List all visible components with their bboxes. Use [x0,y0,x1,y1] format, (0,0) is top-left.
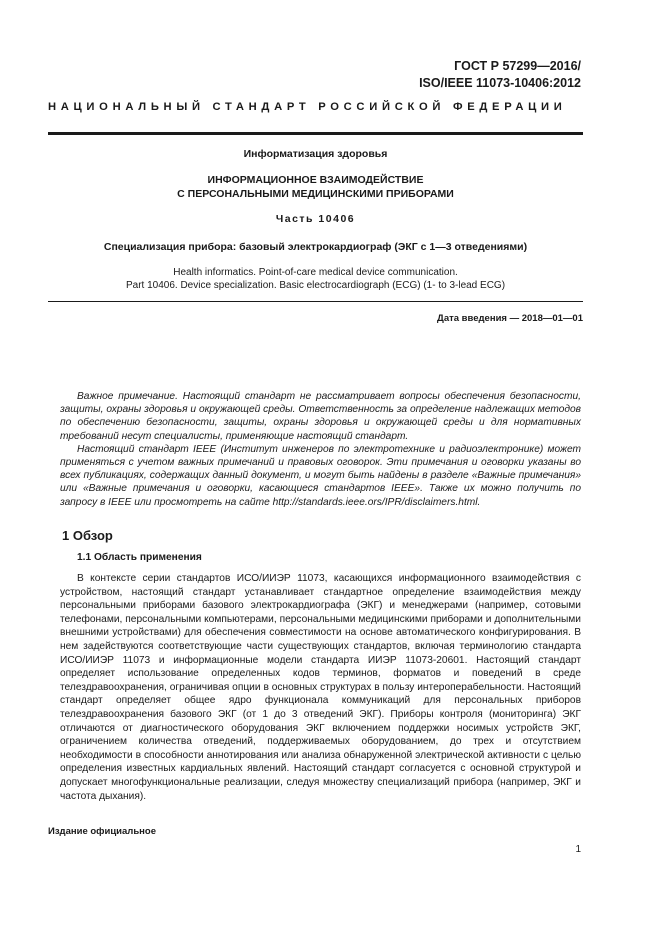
note-paragraph-2: Настоящий стандарт IEEE (Институт инженеров по электротехнике и радиоэлектронике) может применяться с учетом важных примечаний и правовых оговорок. Эти примечания и оговорки указаны во всех публикациях, содержащих данный документ, и могут быть найдены в разделе «Важные примечания» или «Важные примечания и оговорки, касающиеся стандартов IEEE». Также их можно получить по запросу в IEEE или просмотреть на сайте http://standards.ieee.ors/IPR/disclaimers.html. [60,443,581,508]
topic-title: Информатизация здоровья [243,148,388,160]
subsection-heading: 1.1 Область применения [77,552,202,563]
important-note [60,390,581,509]
page-number: 1 [575,844,581,855]
title-divider [48,301,583,302]
body-paragraph: В контексте серии стандартов ИСО/ИИЭР 11073, касающихся информационного взаимодействия с устройством, настоящий стандарт устанавливает стандартное определение взаимодействия между персональными приборами базового электрокардиографа (ЭКГ) и менеджерами (например, сотовыми телефонами, персональными компьютерами, персональными медицинскими приборами и дополнительными внешними устройствами) для обеспечения совместимости на основе автоматического конфигурирования. В нем задействуются соответствующие части существующих стандартов, включая терминологию стандарта ИСО/ИИЭР 11073 и информационные модели стандарта ИИЭР 11073-20601. Настоящий стандарт определяет использование определенных кодов терминов, форматов и поведений в среде телездравоохранения, ограничивая опции в основных структурах в пользу интероперабельности. Настоящий стандарт определяет общее ядро функционала коммуникаций для персональных приборов телездравоохранения базового ЭКГ (от 1 до 3 отведений ЭКГ). Приборы контроля (мониторинга) ЭКГ отличаются от диагностического оборудования ЭКГ включением поддержки носимых устройств ЭКГ, ограничением количества отведений, поддерживаемых оборудованием, до трех и отсутствием необходимости в способности аннотирования или анализа обнаруженной электрической активности с целью определения известных кардиальных явлений. Настоящий стандарт согласуется с основной структурой и допускает многофункциональные реализации, следуя множеству специализаций прибора (например, ЭКГ и частота дыхания). [60,573,581,802]
english-title-line1: Health informatics. Point-of-care medical device communication. [173,267,458,278]
document-title-line2: С ПЕРСОНАЛЬНЫМИ МЕДИЦИНСКИМИ ПРИБОРАМИ [177,188,454,200]
document-title [48,173,583,201]
english-title-line2: Part 10406. Device specialization. Basic electrocardiograph (ECG) (1- to 3-lead ECG) [125,280,506,291]
standard-code-line2: ISO/IEEE 11073-10406:2012 [419,76,581,90]
header-divider [48,132,583,135]
standard-code [419,58,581,92]
standard-code-line1: ГОСТ Р 57299—2016/ [454,59,581,73]
note-paragraph-1: Важное примечание. Настоящий стандарт не рассматривает вопросы обеспечения безопасности, защиты, охраны здоровья и окружающей среды. Ответственность за определение надлежащих методов по обеспечению безопасности, защиты, охраны здоровья и окружающей среды и для нормативных требований несут специалисты, применяющие настоящий стандарт. [60,391,581,442]
english-title [48,266,583,292]
national-standard-heading: НАЦИОНАЛЬНЫЙ СТАНДАРТ РОССИЙСКОЙ ФЕДЕРАЦИИ [48,101,567,113]
document-subtitle: Специализация прибора: базовый электрокардиограф (ЭКГ с 1—3 отведениями) [103,241,528,253]
section-heading: 1 Обзор [62,528,113,543]
section-body [60,572,581,803]
document-title-line1: ИНФОРМАЦИОННОЕ ВЗАИМОДЕЙСТВИЕ [207,174,424,186]
part-label: Часть 10406 [275,213,356,225]
official-edition-label: Издание официальное [48,826,156,837]
introduction-date: Дата введения — 2018—01—01 [437,313,583,324]
